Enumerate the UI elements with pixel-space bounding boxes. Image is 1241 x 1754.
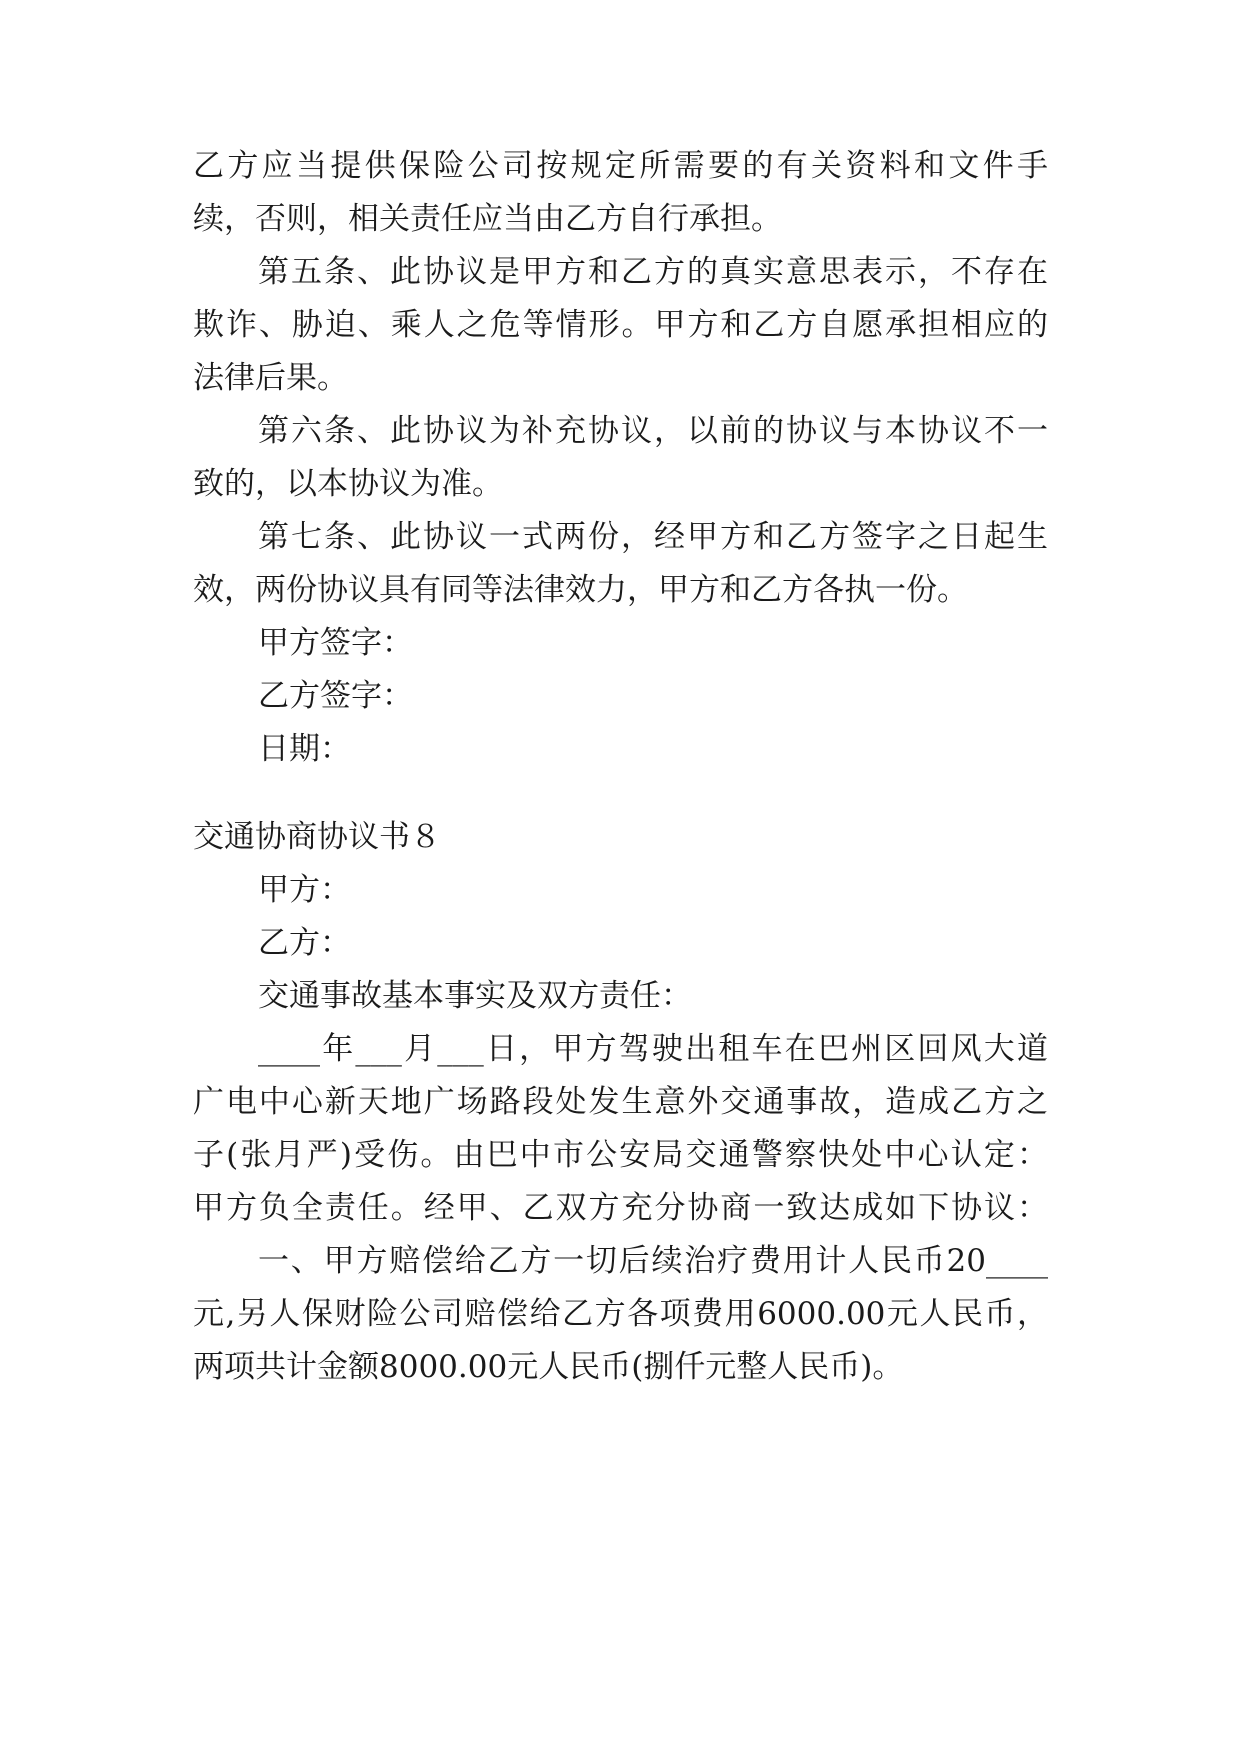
text-line-content: 续，否则，相关责任应当由乙方自行承担。 [193, 201, 782, 237]
date-line [0, 724, 1241, 774]
section-title-text: 交通协商协议书８ [193, 819, 441, 855]
text-line-content: 甲方： [258, 872, 351, 908]
text-line [0, 565, 1241, 615]
text-line-content: 效，两份协议具有同等法律效力，甲方和乙方各执一份。 [193, 572, 968, 608]
text-line-content: 法律后果。 [193, 360, 348, 396]
text-line-content: 两项共计金额8000.00元人民币(捌仟元整人民币)。 [193, 1349, 904, 1385]
text-line [0, 406, 1241, 456]
text-line [0, 1077, 1241, 1127]
signature-line-party-a [0, 618, 1241, 668]
text-line-content: 乙方应当提供保险公司按规定所需要的有关资料和文件手 [193, 148, 1048, 184]
text-line [0, 971, 1241, 1021]
text-line-content: 致的，以本协议为准。 [193, 466, 503, 502]
text-line [0, 247, 1241, 297]
text-line-content: 元,另人保财险公司赔偿给乙方各项费用6000.00元人民币， [193, 1296, 1048, 1332]
text-line [0, 1024, 1241, 1074]
party-a-line [0, 865, 1241, 915]
text-line [0, 1236, 1241, 1286]
text-line-content: 甲方负全责任。经甲、乙双方充分协商一致达成如下协议： [193, 1190, 1048, 1226]
text-line [0, 1130, 1241, 1180]
text-line-content: 甲方签字： [258, 625, 413, 661]
text-line [0, 353, 1241, 403]
signature-line-party-b [0, 671, 1241, 721]
text-line [0, 1289, 1241, 1339]
text-line-content: 交通事故基本事实及双方责任： [258, 978, 692, 1014]
text-line [0, 1183, 1241, 1233]
text-line [0, 194, 1241, 244]
text-line [0, 459, 1241, 509]
text-line [0, 300, 1241, 350]
text-line-content: 乙方： [258, 925, 351, 961]
text-line-content: 第七条、此协议一式两份，经甲方和乙方签字之日起生 [258, 519, 1048, 555]
text-line-content: 日期： [258, 731, 351, 767]
text-line [0, 1342, 1241, 1392]
text-line-content: 乙方签字： [258, 678, 413, 714]
section-title [0, 812, 1241, 862]
text-line-content: 欺诈、胁迫、乘人之危等情形。甲方和乙方自愿承担相应的 [193, 307, 1048, 343]
party-b-line [0, 918, 1241, 968]
text-line-content: 第五条、此协议是甲方和乙方的真实意思表示，不存在 [258, 254, 1048, 290]
text-line [0, 512, 1241, 562]
text-line [0, 141, 1241, 191]
text-line-content: 一、甲方赔偿给乙方一切后续治疗费用计人民币20____ [258, 1243, 1048, 1279]
text-line-content: 广电中心新天地广场路段处发生意外交通事故，造成乙方之 [193, 1084, 1048, 1120]
text-line-content: 第六条、此协议为补充协议，以前的协议与本协议不一 [258, 413, 1048, 449]
text-line-content: ____年___月___日，甲方驾驶出租车在巴州区回风大道 [258, 1031, 1048, 1067]
text-line-content: 子(张月严)受伤。由巴中市公安局交通警察快处中心认定： [193, 1137, 1048, 1173]
